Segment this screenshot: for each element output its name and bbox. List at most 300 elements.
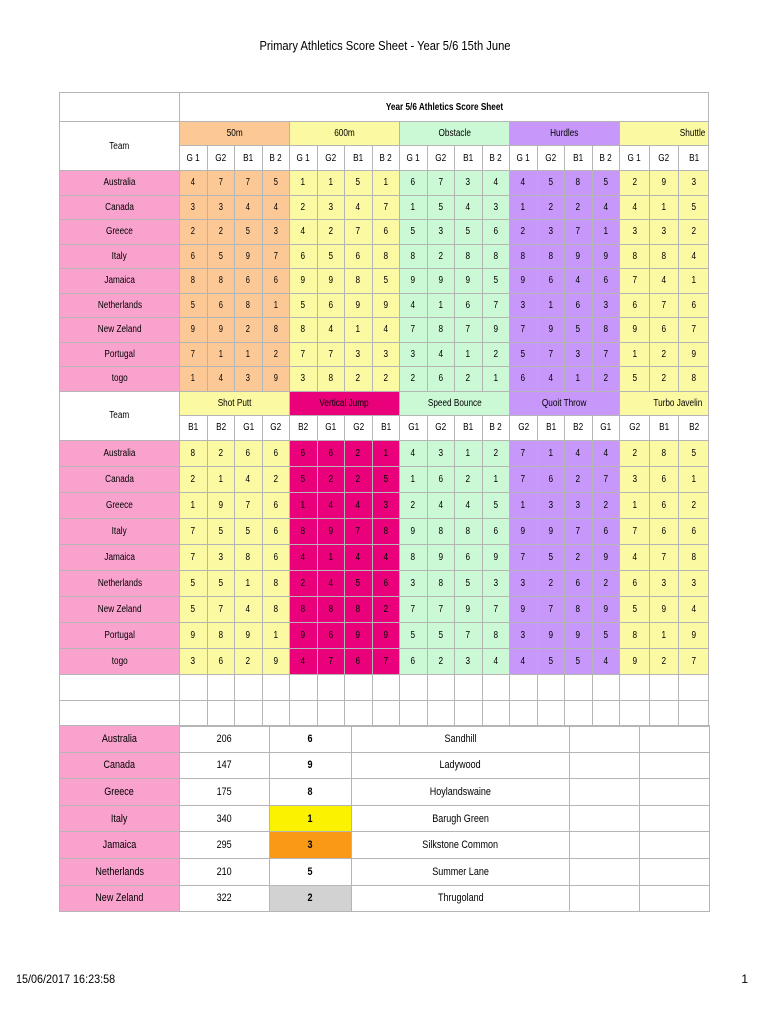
score-cell — [290, 244, 318, 269]
score-cell — [592, 648, 620, 674]
score-cell — [679, 195, 709, 220]
score-value: 9 — [410, 525, 416, 537]
score-cell — [537, 318, 565, 343]
score-value: 7 — [355, 226, 361, 238]
score-value: 5 — [218, 250, 223, 262]
score-cell — [482, 244, 510, 269]
summary-row — [60, 752, 710, 779]
score-cell — [290, 596, 318, 622]
score-cell — [290, 648, 318, 674]
summary-team-cell — [60, 832, 180, 859]
subheader-label: G2 — [628, 422, 640, 433]
score-value: 6 — [355, 250, 361, 262]
score-cell — [180, 367, 208, 392]
empty-cell — [345, 700, 373, 726]
table-row — [60, 492, 709, 518]
team-name-cell — [60, 518, 180, 544]
empty-cell — [455, 674, 483, 700]
score-value: 1 — [493, 373, 499, 385]
score-cell — [565, 492, 593, 518]
empty-cell — [180, 700, 208, 726]
subheader-cell — [482, 146, 510, 171]
score-value: 6 — [548, 473, 554, 485]
score-value: 7 — [218, 177, 223, 189]
score-cell — [679, 492, 709, 518]
score-cell — [345, 244, 373, 269]
score-value: 4 — [300, 551, 306, 563]
score-cell — [427, 293, 455, 318]
subheader-cell — [427, 415, 455, 440]
score-value: 4 — [603, 655, 609, 667]
score-value: 8 — [273, 577, 279, 589]
score-cell — [592, 171, 620, 196]
score-cell — [262, 171, 290, 196]
score-cell — [400, 244, 428, 269]
empty-cell — [570, 858, 640, 885]
score-value: 1 — [410, 201, 416, 213]
empty-cell — [570, 805, 640, 832]
score-cell — [427, 596, 455, 622]
score-cell — [262, 293, 290, 318]
score-value: 8 — [465, 525, 471, 537]
score-cell — [345, 171, 373, 196]
summary-row — [60, 832, 710, 859]
subheader-cell — [455, 415, 483, 440]
summary-position: 1 — [307, 812, 314, 825]
subheader-label: B1 — [688, 152, 699, 164]
score-value: 2 — [355, 373, 361, 385]
score-cell — [620, 244, 650, 269]
score-value: 2 — [632, 177, 637, 189]
score-cell — [537, 518, 565, 544]
score-cell — [649, 244, 679, 269]
event-header — [510, 122, 620, 146]
score-value: 9 — [355, 629, 361, 641]
score-cell — [372, 622, 400, 648]
score-cell — [537, 171, 565, 196]
score-cell — [565, 440, 593, 466]
score-value: 5 — [548, 551, 554, 563]
score-cell — [207, 342, 235, 367]
score-value: 7 — [246, 177, 251, 189]
score-cell — [679, 171, 709, 196]
score-value: 6 — [632, 299, 637, 311]
score-value: 1 — [691, 275, 696, 287]
score-value: 6 — [273, 275, 278, 287]
score-value: 4 — [493, 177, 499, 189]
score-cell — [510, 544, 538, 570]
footer-page-number: 1 — [741, 972, 748, 986]
score-cell — [207, 518, 235, 544]
score-cell — [400, 367, 428, 392]
score-value: 1 — [218, 473, 224, 485]
score-cell — [455, 440, 483, 466]
score-cell — [400, 492, 428, 518]
score-value: 1 — [520, 201, 526, 213]
score-cell — [345, 544, 373, 570]
summary-total: 295 — [216, 839, 233, 852]
score-value: 8 — [245, 551, 251, 563]
empty-cell — [235, 700, 263, 726]
subheader-cell — [679, 146, 709, 171]
score-cell — [427, 466, 455, 492]
subheader-cell — [592, 146, 620, 171]
subheader-label: B 2 — [379, 152, 392, 164]
summary-school: Ladywood — [439, 759, 482, 772]
score-value: 2 — [632, 447, 637, 459]
score-value: 1 — [493, 473, 499, 485]
score-value: 4 — [465, 201, 471, 213]
summary-total: 147 — [216, 759, 233, 772]
score-cell — [345, 648, 373, 674]
score-value: 2 — [218, 226, 223, 238]
summary-total: 206 — [216, 732, 233, 745]
score-value: 5 — [548, 655, 554, 667]
empty-cell — [640, 779, 710, 806]
score-value: 3 — [383, 499, 389, 511]
score-cell — [565, 622, 593, 648]
score-cell — [180, 518, 208, 544]
score-cell — [482, 596, 510, 622]
score-cell — [180, 492, 208, 518]
table-row — [60, 518, 709, 544]
score-value: 9 — [300, 275, 306, 287]
score-cell — [317, 492, 345, 518]
score-value: 5 — [438, 201, 444, 213]
subheader-cell — [180, 146, 208, 171]
score-cell — [345, 518, 373, 544]
score-value: 5 — [410, 226, 416, 238]
score-cell — [317, 440, 345, 466]
subheader-cell — [262, 146, 290, 171]
score-value: 3 — [438, 447, 444, 459]
score-cell — [180, 171, 208, 196]
subheader-cell — [400, 415, 428, 440]
summary-team-name: Jamaica — [102, 839, 137, 852]
score-cell — [290, 293, 318, 318]
score-cell — [679, 622, 709, 648]
score-cell — [345, 195, 373, 220]
score-value: 8 — [273, 603, 279, 615]
score-value: 9 — [493, 324, 499, 336]
score-value: 6 — [300, 250, 306, 262]
score-cell — [510, 466, 538, 492]
score-value: 6 — [273, 447, 279, 459]
score-value: 8 — [493, 629, 499, 641]
score-value: 3 — [191, 201, 196, 213]
empty-cell — [207, 674, 235, 700]
subheader-cell — [649, 146, 679, 171]
score-cell — [290, 544, 318, 570]
table-row — [60, 440, 709, 466]
score-cell — [235, 342, 263, 367]
score-cell — [400, 171, 428, 196]
score-value: 3 — [548, 499, 554, 511]
score-cell — [482, 367, 510, 392]
score-cell — [207, 648, 235, 674]
score-value: 7 — [691, 655, 696, 667]
score-cell — [180, 244, 208, 269]
score-cell — [400, 269, 428, 294]
score-value: 2 — [245, 655, 251, 667]
score-value: 9 — [632, 324, 637, 336]
score-cell — [649, 195, 679, 220]
score-value: 9 — [661, 177, 667, 189]
score-value: 7 — [548, 603, 554, 615]
score-cell — [372, 518, 400, 544]
score-value: 8 — [410, 250, 416, 262]
score-value: 2 — [191, 226, 196, 238]
score-value: 9 — [661, 603, 667, 615]
score-cell — [235, 440, 263, 466]
team-name: Canada — [105, 473, 134, 485]
score-value: 8 — [300, 525, 306, 537]
score-cell — [317, 622, 345, 648]
score-cell — [317, 220, 345, 245]
score-cell — [262, 440, 290, 466]
score-value: 7 — [190, 551, 196, 563]
score-value: 1 — [218, 348, 223, 360]
score-cell — [649, 293, 679, 318]
score-value: 7 — [438, 177, 444, 189]
score-cell — [565, 596, 593, 622]
summary-position: 9 — [307, 759, 314, 772]
summary-row — [60, 885, 710, 912]
score-value: 8 — [603, 324, 609, 336]
event-header — [180, 391, 290, 415]
score-value: 8 — [661, 250, 667, 262]
score-value: 6 — [520, 373, 526, 385]
score-cell — [565, 195, 593, 220]
subheader-label: G2 — [270, 422, 282, 433]
score-cell — [400, 648, 428, 674]
score-value: 7 — [520, 447, 526, 459]
score-value: 2 — [603, 577, 609, 589]
score-cell — [649, 318, 679, 343]
empty-cell — [649, 674, 679, 700]
score-cell — [345, 570, 373, 596]
summary-school-cell — [352, 805, 570, 832]
score-cell — [427, 269, 455, 294]
score-value: 1 — [548, 447, 554, 459]
score-cell — [510, 570, 538, 596]
score-cell — [510, 220, 538, 245]
score-value: 5 — [465, 226, 471, 238]
score-value: 8 — [465, 250, 471, 262]
empty-cell — [570, 726, 640, 753]
score-value: 9 — [548, 525, 554, 537]
event-header-label: Speed Bounce — [427, 397, 482, 409]
score-value: 7 — [493, 603, 499, 615]
score-value: 5 — [603, 629, 609, 641]
empty-cell — [649, 700, 679, 726]
score-value: 6 — [410, 655, 416, 667]
score-value: 7 — [520, 473, 526, 485]
score-value: 9 — [548, 629, 554, 641]
score-cell — [207, 440, 235, 466]
score-value: 2 — [575, 551, 581, 563]
score-cell — [427, 318, 455, 343]
score-value: 8 — [218, 629, 224, 641]
score-value: 9 — [575, 250, 581, 262]
score-value: 5 — [300, 299, 306, 311]
summary-total: 175 — [216, 785, 233, 798]
score-cell — [235, 518, 263, 544]
score-value: 9 — [548, 324, 554, 336]
score-cell — [592, 195, 620, 220]
empty-cell — [679, 700, 709, 726]
score-value: 7 — [493, 299, 499, 311]
score-value: 3 — [383, 348, 389, 360]
score-cell — [482, 570, 510, 596]
event-header-label: Vertical Jump — [319, 397, 370, 409]
summary-team-name: Italy — [111, 812, 128, 825]
score-cell — [455, 244, 483, 269]
score-value: 2 — [300, 201, 306, 213]
score-value: 4 — [465, 499, 471, 511]
score-value: 4 — [548, 373, 554, 385]
score-value: 3 — [575, 499, 581, 511]
empty-cell — [317, 674, 345, 700]
score-value: 4 — [245, 473, 251, 485]
summary-school-cell — [352, 858, 570, 885]
subheader-label: G2 — [435, 152, 447, 164]
empty-cell — [640, 726, 710, 753]
score-cell — [482, 195, 510, 220]
score-value: 1 — [273, 299, 278, 311]
score-value: 3 — [575, 348, 581, 360]
score-value: 3 — [190, 655, 196, 667]
score-value: 9 — [691, 348, 696, 360]
score-cell — [400, 342, 428, 367]
score-value: 5 — [493, 275, 499, 287]
score-cell — [180, 440, 208, 466]
score-cell — [455, 518, 483, 544]
score-value: 6 — [438, 473, 444, 485]
score-cell — [262, 518, 290, 544]
score-cell — [592, 570, 620, 596]
score-cell — [592, 518, 620, 544]
score-value: 6 — [575, 299, 581, 311]
summary-total-cell — [180, 832, 270, 859]
score-value: 4 — [632, 201, 637, 213]
score-value: 4 — [632, 551, 637, 563]
score-cell — [400, 318, 428, 343]
score-value: 8 — [383, 525, 389, 537]
summary-position-cell — [270, 805, 352, 832]
score-value: 2 — [493, 447, 499, 459]
summary-team-cell — [60, 885, 180, 912]
score-cell — [262, 367, 290, 392]
subheader-cell — [482, 415, 510, 440]
score-cell — [290, 440, 318, 466]
score-value: 6 — [383, 577, 389, 589]
score-value: 8 — [691, 373, 696, 385]
score-value: 3 — [465, 177, 471, 189]
score-cell — [207, 466, 235, 492]
score-cell — [537, 570, 565, 596]
empty-cell — [60, 674, 180, 700]
summary-row — [60, 805, 710, 832]
score-value: 3 — [520, 629, 526, 641]
score-value: 9 — [520, 603, 526, 615]
score-cell — [180, 293, 208, 318]
score-cell — [679, 466, 709, 492]
score-cell — [345, 293, 373, 318]
empty-cell — [570, 752, 640, 779]
score-value: 3 — [218, 201, 223, 213]
subheader-cell — [235, 146, 263, 171]
score-value: 6 — [273, 551, 279, 563]
score-value: 4 — [410, 299, 416, 311]
score-cell — [262, 318, 290, 343]
summary-team-cell — [60, 752, 180, 779]
score-value: 8 — [273, 324, 278, 336]
score-value: 6 — [438, 373, 444, 385]
score-cell — [510, 244, 538, 269]
score-cell — [207, 220, 235, 245]
score-cell — [262, 220, 290, 245]
empty-cell — [262, 700, 290, 726]
score-cell — [455, 318, 483, 343]
empty-cell — [235, 674, 263, 700]
score-cell — [345, 596, 373, 622]
score-cell — [482, 518, 510, 544]
score-value: 3 — [520, 577, 526, 589]
empty-cell — [345, 674, 373, 700]
score-cell — [207, 171, 235, 196]
score-cell — [565, 570, 593, 596]
score-cell — [537, 492, 565, 518]
score-cell — [400, 440, 428, 466]
subheader-label: G2 — [435, 422, 447, 433]
score-value: 7 — [273, 250, 278, 262]
team-name: Jamaica — [104, 275, 135, 287]
score-value: 6 — [410, 177, 416, 189]
team-name: Netherlands — [97, 299, 142, 311]
team-name: New Zeland — [97, 324, 142, 336]
score-value: 1 — [632, 499, 637, 511]
score-cell — [592, 622, 620, 648]
score-value: 2 — [410, 373, 416, 385]
score-value: 1 — [520, 499, 526, 511]
summary-table — [59, 725, 710, 912]
table-row — [60, 171, 709, 196]
score-cell — [537, 544, 565, 570]
score-cell — [679, 596, 709, 622]
summary-position-cell — [270, 752, 352, 779]
score-cell — [207, 596, 235, 622]
score-value: 9 — [245, 629, 251, 641]
score-cell — [235, 648, 263, 674]
score-cell — [620, 544, 650, 570]
subheader-label: G2 — [352, 422, 364, 433]
score-cell — [565, 171, 593, 196]
team-name-cell — [60, 622, 180, 648]
score-cell — [345, 440, 373, 466]
score-value: 2 — [355, 473, 361, 485]
score-cell — [180, 570, 208, 596]
empty-cell — [400, 700, 428, 726]
score-value: 1 — [465, 447, 471, 459]
score-value: 6 — [575, 577, 581, 589]
score-cell — [649, 171, 679, 196]
score-value: 5 — [632, 603, 637, 615]
score-value: 1 — [410, 473, 416, 485]
score-value: 4 — [438, 348, 444, 360]
event-header-label: Hurdles — [550, 128, 579, 139]
score-cell — [180, 596, 208, 622]
